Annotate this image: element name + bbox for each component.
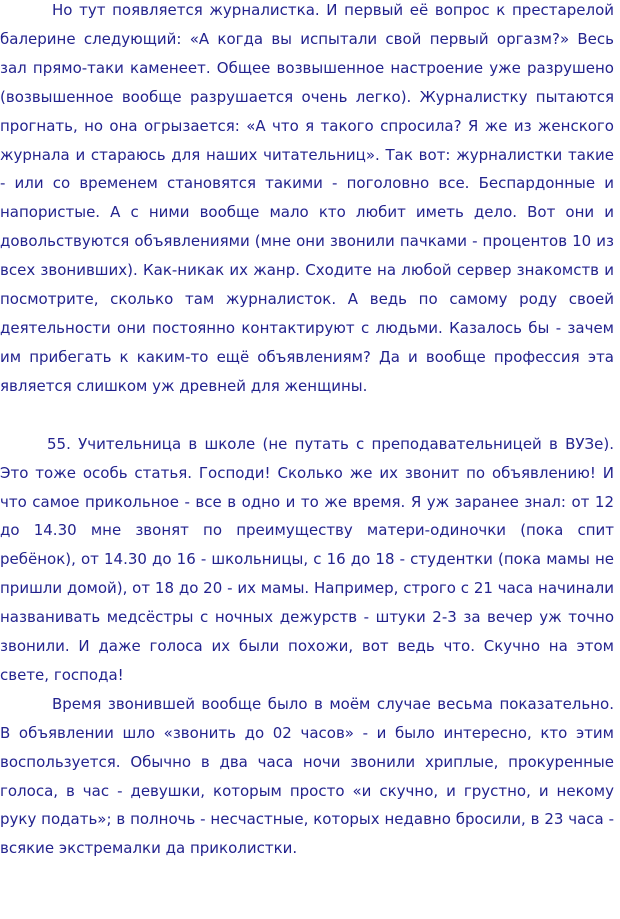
paragraph-journalists: Но тут появляется журналистка. И первый её вопрос к престарелой балерине следующий: «А когда вы испытали свой первый оргазм?» Весь зал прямо-таки каменеет. Общее возвышенное настроение уже разрушено (возвышенное вообще разрушается очень легко). Журналистку пытаются прогнать, но она огрызается: «А что я такого спросила? Я же из женского журнала и стараюсь для наших читательниц». Так вот: журналистки такие - или со временем становятся такими - поголовно все. Беспардонные и напористые. А с ними вообще мало кто любит иметь дело. Вот они и довольствуются объявлениями (мне они звонили пачками - процентов 10 из всех звонивших). Как-никак их жанр. Сходите на любой сервер знакомств и посмотрите, сколько там журналисток. А ведь по самому роду своей деятельности они постоянно контактируют с людьми. Казалось бы - зачем им прибегать к каким-то ещё объявлениям? Да и вообще профессия эта является слишком уж древней для женщины. bbox=[0, 1, 614, 395]
paragraph-teachers: 55. Учительница в школе (не путать с преподавательницей в ВУЗе). Это тоже особь статья. Господи! Сколько же их звонит по объявлению! И что самое прикольное - все в одно и то же время. Я уж заранее знал: от 12 до 14.30 мне звонят по преимуществу матери-одиночки (пока спит ребёнок), от 14.30 до 16 - школьницы, с 16 до 18 - студентки (пока мамы не пришли домой), от 18 до 20 - их мамы. Например, строго с 21 часа начинали названивать медсёстры с ночных дежурств - штуки 2-3 за вечер уж точно звонили. И даже голоса их были похожи, вот ведь что. Скучно на этом свете, господа! bbox=[0, 434, 614, 684]
paragraph-call-times: Время звонившей вообще было в моём случае весьма показательно. В объявлении шло «звонить до 02 часов» - и было интересно, кто этим воспользуется. Обычно в два часа ночи звонили хриплые, прокуренные голоса, в час - девушки, которым просто «и скучно, и грустно, и некому руку подать»; в полночь - несчастные, которых недавно бросили, в 23 часа - всякие экстремалки да приколистки. bbox=[0, 694, 614, 858]
